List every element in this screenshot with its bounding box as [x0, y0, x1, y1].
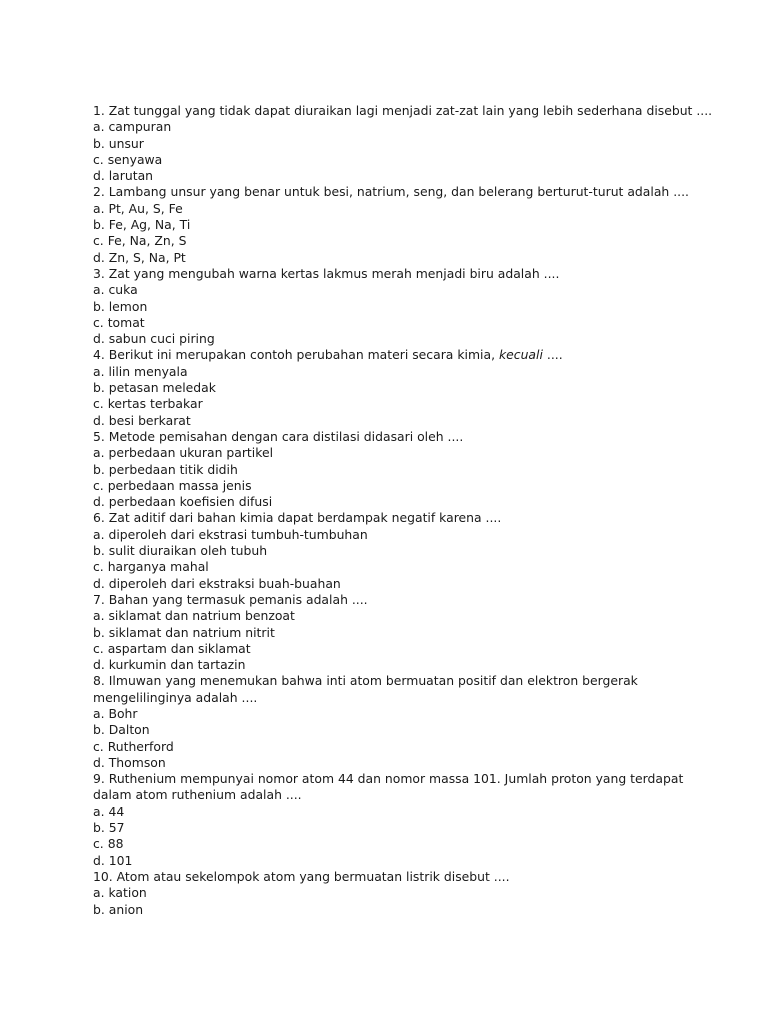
- question-stem: Metode pemisahan dengan cara distilasi didasari oleh ....: [108, 428, 464, 444]
- option-c: c. senyawa: [93, 151, 163, 167]
- option-b: b. lemon: [93, 298, 148, 314]
- question-9-text-continued: dalam atom ruthenium adalah ....: [93, 787, 302, 803]
- option-a: a. Pt, Au, S, Fe: [93, 200, 183, 216]
- question-10-text: [93, 869, 733, 885]
- question-1: [93, 103, 733, 184]
- question-6: [93, 510, 733, 591]
- option-b: b. siklamat dan natrium nitrit: [93, 624, 275, 640]
- option-d: d. besi berkarat: [93, 412, 191, 428]
- option-d: d. Zn, S, Na, Pt: [93, 249, 186, 265]
- option-b: b. unsur: [93, 135, 144, 151]
- question-5-text: [93, 429, 733, 445]
- question-number: 5.: [93, 428, 105, 444]
- option-d: d. perbedaan koefisien difusi: [93, 494, 273, 510]
- question-9: [93, 771, 733, 869]
- option-c: c. tomat: [93, 314, 145, 330]
- option-d: d. 101: [93, 852, 133, 868]
- option-c: c. Fe, Na, Zn, S: [93, 233, 187, 249]
- question-8: [93, 673, 733, 771]
- option-b: b. Fe, Ag, Na, Ti: [93, 217, 191, 233]
- option-a: a. diperoleh dari ekstrasi tumbuh-tumbuhan: [93, 526, 368, 542]
- option-d: d. diperoleh dari ekstraksi buah-buahan: [93, 575, 341, 591]
- question-stem: Ruthenium mempunyai nomor atom 44 dan nomor massa 101. Jumlah proton yang terdapat: [108, 771, 684, 787]
- question-stem: Zat yang mengubah warna kertas lakmus merah menjadi biru adalah ....: [108, 265, 560, 281]
- option-b: b. 57: [93, 820, 125, 836]
- option-a: a. 44: [93, 803, 125, 819]
- question-stem: Zat tunggal yang tidak dapat diuraikan lagi menjadi zat-zat lain yang lebih sederhana disebut ....: [108, 103, 713, 118]
- option-c: c. harganya mahal: [93, 559, 209, 575]
- question-number: 1.: [93, 103, 105, 118]
- option-d: d. sabun cuci piring: [93, 331, 215, 347]
- option-b: b. perbedaan titik didih: [93, 461, 238, 477]
- question-2-text: [93, 184, 733, 200]
- question-number: 9.: [93, 771, 105, 787]
- question-10: [93, 869, 733, 918]
- option-a: a. cuka: [93, 282, 138, 298]
- question-number: 3.: [93, 265, 105, 281]
- question-stem: Berikut ini merupakan contoh perubahan materi secara kimia,: [108, 347, 496, 363]
- option-a: a. Bohr: [93, 705, 138, 721]
- question-2: [93, 184, 733, 265]
- question-7-text: [93, 592, 733, 608]
- option-d: d. Thomson: [93, 754, 166, 770]
- option-d: d. kurkumin dan tartazin: [93, 657, 246, 673]
- question-4: [93, 347, 733, 428]
- question-number: 8.: [93, 673, 105, 689]
- question-number: 6.: [93, 510, 105, 526]
- option-b: b. anion: [93, 901, 144, 917]
- question-stem: Bahan yang termasuk pemanis adalah ....: [108, 591, 368, 607]
- question-stem: Ilmuwan yang menemukan bahwa inti atom bermuatan positif dan elektron bergerak: [108, 673, 638, 689]
- option-d: d. larutan: [93, 168, 154, 184]
- question-stem: Atom atau sekelompok atom yang bermuatan listrik disebut ....: [116, 868, 510, 884]
- question-8-text-continued: mengelilinginya adalah ....: [93, 689, 258, 705]
- option-a: a. perbedaan ukuran partikel: [93, 445, 274, 461]
- question-number: 2.: [93, 184, 105, 200]
- question-9-text: [93, 771, 733, 787]
- question-suffix: ....: [546, 347, 563, 363]
- question-number: 4.: [93, 347, 105, 363]
- question-4-text: [93, 347, 733, 363]
- question-3-text: [93, 266, 733, 282]
- question-number: 7.: [93, 591, 105, 607]
- option-a: a. siklamat dan natrium benzoat: [93, 608, 295, 624]
- question-8-text: [93, 673, 733, 689]
- option-c: c. perbedaan massa jenis: [93, 477, 252, 493]
- option-b: b. Dalton: [93, 722, 150, 738]
- question-5: [93, 429, 733, 510]
- question-emphasis: kecuali: [498, 347, 543, 363]
- option-c: c. kertas terbakar: [93, 396, 203, 412]
- option-b: b. sulit diuraikan oleh tubuh: [93, 543, 268, 559]
- option-b: b. petasan meledak: [93, 380, 216, 396]
- question-3: [93, 266, 733, 347]
- question-stem: Zat aditif dari bahan kimia dapat berdampak negatif karena ....: [108, 510, 502, 526]
- option-a: a. campuran: [93, 119, 172, 135]
- option-a: a. lilin menyala: [93, 363, 188, 379]
- question-list: [93, 103, 733, 918]
- option-c: c. Rutherford: [93, 738, 174, 754]
- option-c: c. 88: [93, 836, 124, 852]
- option-a: a. kation: [93, 885, 147, 901]
- question-1-text: [93, 103, 733, 119]
- question-7: [93, 592, 733, 673]
- question-number: 10.: [93, 868, 113, 884]
- option-c: c. aspartam dan siklamat: [93, 640, 251, 656]
- question-stem: Lambang unsur yang benar untuk besi, natrium, seng, dan belerang berturut-turut adalah ....: [108, 184, 689, 200]
- question-6-text: [93, 510, 733, 526]
